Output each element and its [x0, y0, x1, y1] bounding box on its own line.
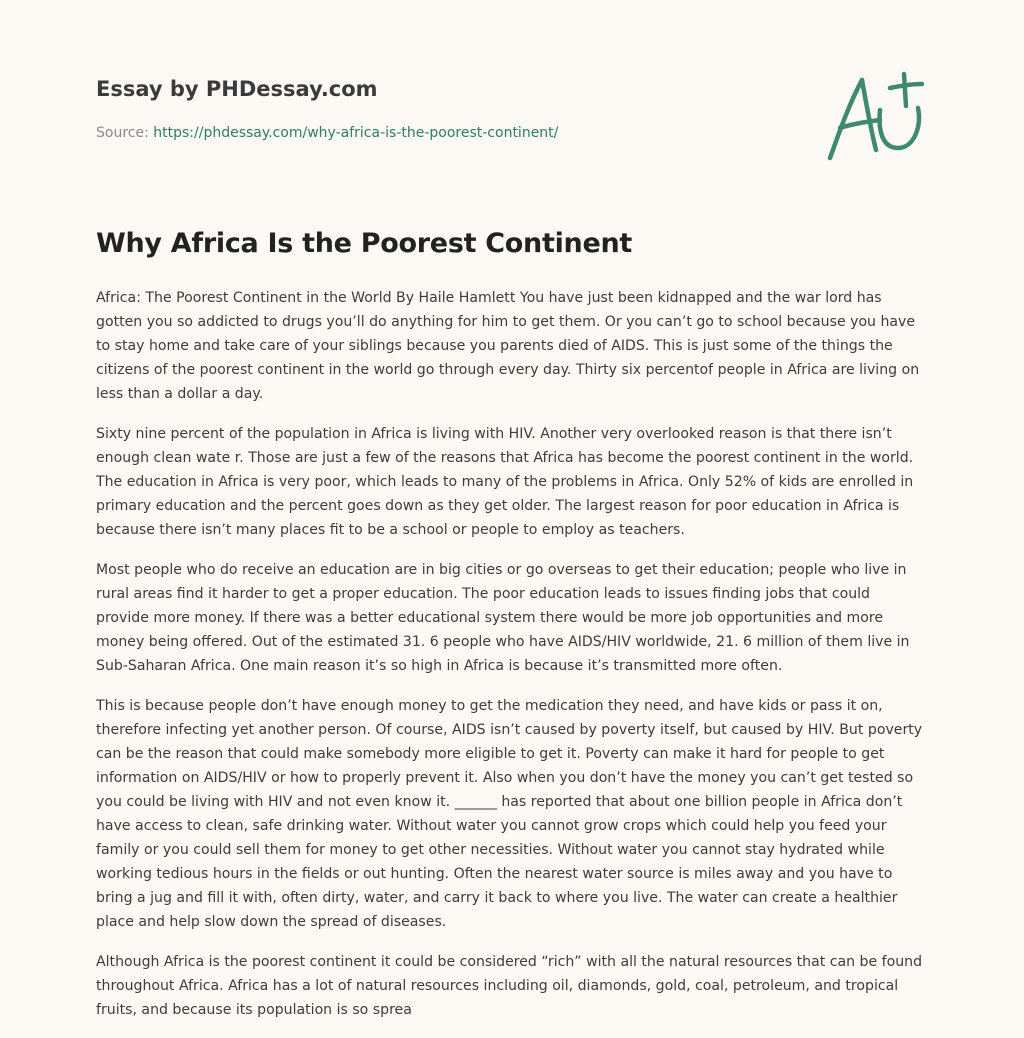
- essay-title: Why Africa Is the Poorest Continent: [96, 228, 632, 259]
- page-header: [96, 74, 928, 194]
- essay-paragraph: Sixty nine percent of the population in Africa is living with HIV. Another very overlooked reason is that there isn’t enough clean wate r. Those are just a few of the reasons that Africa has become the poorest continent in the world. The education in Africa is very poor, which leads to many of the problems in Africa. Only 52% of kids are enrolled in primary education and the percent goes down as they get older. The largest reason for poor education in Africa is because there isn’t many places fit to be a school or people to employ as teachers.: [96, 426, 914, 538]
- essay-paragraph: This is because people don’t have enough money to get the medication they need, and have kids or pass it on, therefore infecting yet another person. Of course, AIDS isn’t caused by poverty itself, but caused by HIV. But poverty can be the reason that could make somebody more eligible to get it. Poverty can make it hard for people to get information on AIDS/HIV or how to properly prevent it. Also when you don’t have the money you can’t get tested so you could be living with HIV and not even know it. ______ has reported that about one billion people in Africa don’t have access to clean, safe drinking water. Without water you cannot grow crops which could help you feed your family or you could sell them for money to get other necessities. Without water you cannot stay hydrated while working tedious hours in the fields or out hunting. Often the nearest water source is miles away and you have to bring a jug and fill it with, often dirty, water, and carry it back to where you live. The water can create a healthier place and help slow down the spread of diseases.: [96, 698, 923, 930]
- site-brand: Essay by PHDessay.com: [96, 77, 378, 101]
- essay-paragraph: Most people who do receive an education are in big cities or go overseas to get their education; people who live in rural areas find it harder to get a proper education. The poor education leads to issues finding jobs that could provide more money. If there was a better educational system there would be more job opportunities and more money being offered. Out of the estimated 31. 6 people who have AIDS/HIV worldwide, 21. 6 million of them live in Sub-Saharan Africa. One main reason it’s so high in Africa is because it’s transmitted more often.: [96, 562, 910, 674]
- source-link[interactable]: https://phdessay.com/why-africa-is-the-poorest-continent/: [153, 125, 559, 141]
- essay-paragraph: Although Africa is the poorest continent it could be considered “rich” with all the natural resources that can be found throughout Africa. Africa has a lot of natural resources including oil, diamonds, gold, coal, petroleum, and tropical fruits, and because its population is so sprea: [96, 954, 923, 1018]
- source-line: [96, 124, 558, 142]
- source-label: Source:: [96, 125, 154, 141]
- essay-body: [96, 286, 926, 1038]
- a-plus-logo-icon: [818, 66, 928, 166]
- essay-paragraph: Africa: The Poorest Continent in the World By Haile Hamlett You have just been kidnapped and the war lord has gotten you so addicted to drugs you’ll do anything for him to get them. Or you can’t go to school because you have to stay home and take care of your siblings because you parents died of AIDS. This is just some of the things the citizens of the poorest continent in the world go through every day. Thirty six percentof people in Africa are living on less than a dollar a day.: [96, 290, 920, 402]
